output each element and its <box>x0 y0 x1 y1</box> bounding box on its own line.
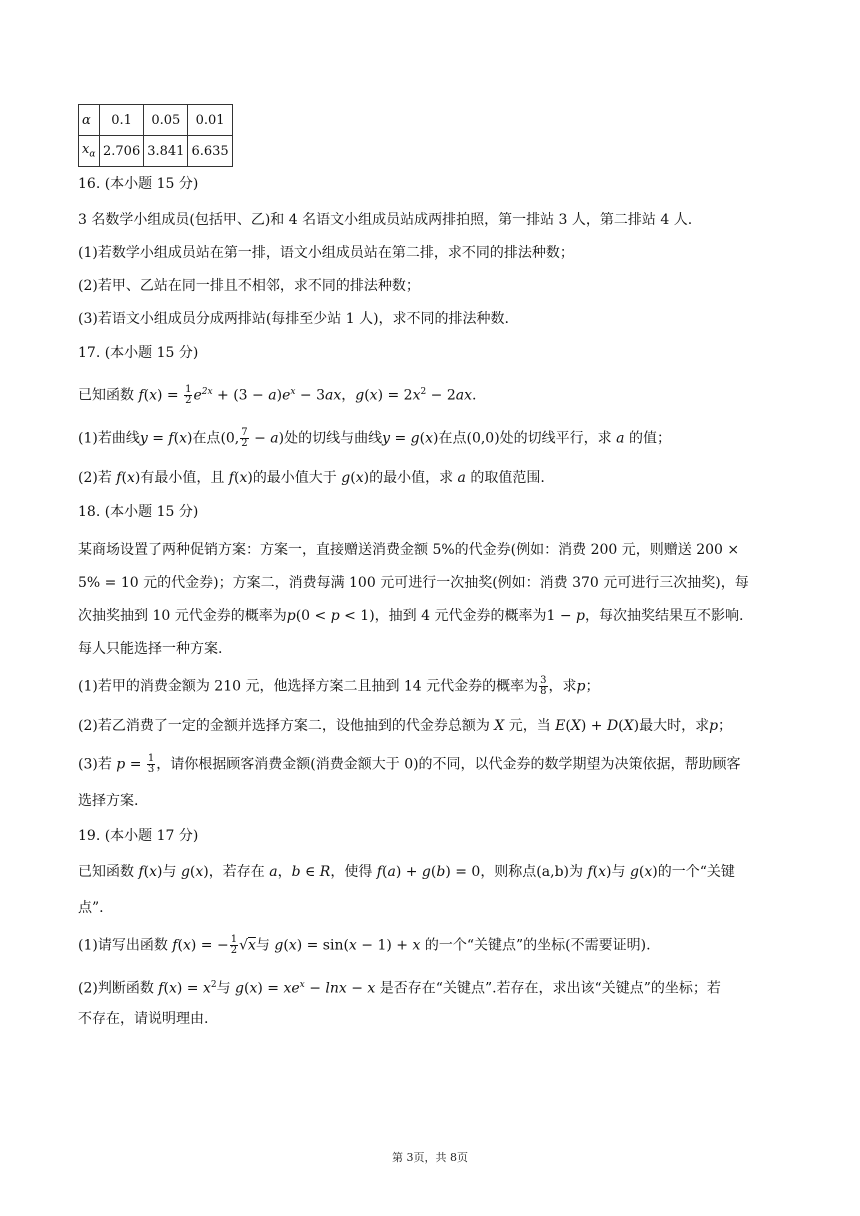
critical-value-table <box>78 104 233 167</box>
q19-part2: (2)判断函数 $f(x) = x^2$与 $g(x) = xe^x - \ln x - x$ 是否存在“关键点”.若存在，求出该“关键点”的坐标；若 <box>78 980 721 997</box>
table-cell: 0.01 <box>188 105 232 136</box>
table-cell: 6.635 <box>188 136 232 167</box>
q19-part1: (1)请写出函数 f(x) = − $\frac{1}{2}$ √x与 g(x) = sin(x − 1) + x 的一个“关键点”的坐标(不需要证明). <box>78 934 651 956</box>
table-cell: 0.1 <box>100 105 144 136</box>
q18-part1: (1)若甲的消费金额为 210 元，他选择方案二且抽到 14 元代金券的概率为 $\frac{3}{8}$ ，求p； <box>78 675 600 697</box>
q18-line1: 某商场设置了两种促销方案：方案一，直接赠送消费金额 5%的代金券(例如：消费 200 元，则赠送 200 × <box>78 542 740 558</box>
q18-part3-cont: 选择方案. <box>78 793 139 809</box>
table-row <box>79 136 233 167</box>
q19-header: 19. (本小题 17 分) <box>78 828 199 844</box>
q17-part2: (2)若 f(x)有最小值，且 f(x)的最小值大于 g(x)的最小值，求 a 的取值范围. <box>78 470 545 486</box>
q18-line4: 每人只能选择一种方案. <box>78 641 223 657</box>
q17-stem: 已知函数 f(x) = $\frac{1}{2}$ $e^{2x} + (3 - a)e^x - 3ax$，$g(x) = 2x^2 - 2ax$. <box>78 384 477 407</box>
table-cell: α <box>79 105 100 136</box>
q18-line2: 5% = 10 元的代金券)；方案二，消费每满 100 元可进行一次抽奖(例如：消费 370 元可进行三次抽奖)，每 <box>78 575 749 591</box>
q18-header: 18. (本小题 15 分) <box>78 504 199 520</box>
table-row <box>79 105 233 136</box>
q16-part3: (3)若语文小组成员分成两排站(每排至少站 1 人)，求不同的排法种数. <box>78 311 510 327</box>
q19-line1: 已知函数 f(x)与 g(x)，若存在 a，b ∈ R，使得 f(a) + g(b) = 0，则称点(a,b)为 f(x)与 g(x)的一个“关键 <box>78 864 735 880</box>
q16-stem: 3 名数学小组成员(包括甲、乙)和 4 名语文小组成员站成两排拍照，第一排站 3 人，第二排站 4 人. <box>78 212 693 228</box>
q17-header: 17. (本小题 15 分) <box>78 345 199 361</box>
q16-part1: (1)若数学小组成员站在第一排，语文小组成员站在第二排，求不同的排法种数； <box>78 245 574 261</box>
q18-line3: 次抽奖抽到 10 元代金券的概率为p(0 < p < 1)，抽到 4 元代金券的概率为1 − p，每次抽奖结果互不影响. <box>78 608 744 624</box>
q16-part2: (2)若甲、乙站在同一排且不相邻，求不同的排法种数； <box>78 278 420 294</box>
q18-part2: (2)若乙消费了一定的金额并选择方案二，设他抽到的代金券总额为 X 元，当 E(X) + D(X)最大时，求p； <box>78 718 733 734</box>
q19-part2-cont: 不存在，请说明理由. <box>78 1011 209 1027</box>
table-cell: 2.706 <box>100 136 144 167</box>
q18-part3: (3)若 p = $\frac{1}{3}$ ，请你根据顾客消费金额(消费金额大于 0)的不同，以代金券的数学期望为决策依据，帮助顾客 <box>78 753 741 775</box>
q16-header: 16. (本小题 15 分) <box>78 176 199 192</box>
q17-part1: (1)若曲线y = f(x)在点(0, $\frac{7}{2}$ − a)处的切线与曲线y = g(x)在点(0,0)处的切线平行，求 a 的值； <box>78 427 671 449</box>
q19-line2: 点”. <box>78 900 104 916</box>
page-footer: 第 3页，共 8页 <box>392 1151 468 1164</box>
table-cell: 0.05 <box>144 105 188 136</box>
table-cell: $x_\alpha$ <box>79 136 100 167</box>
table-cell: 3.841 <box>144 136 188 167</box>
